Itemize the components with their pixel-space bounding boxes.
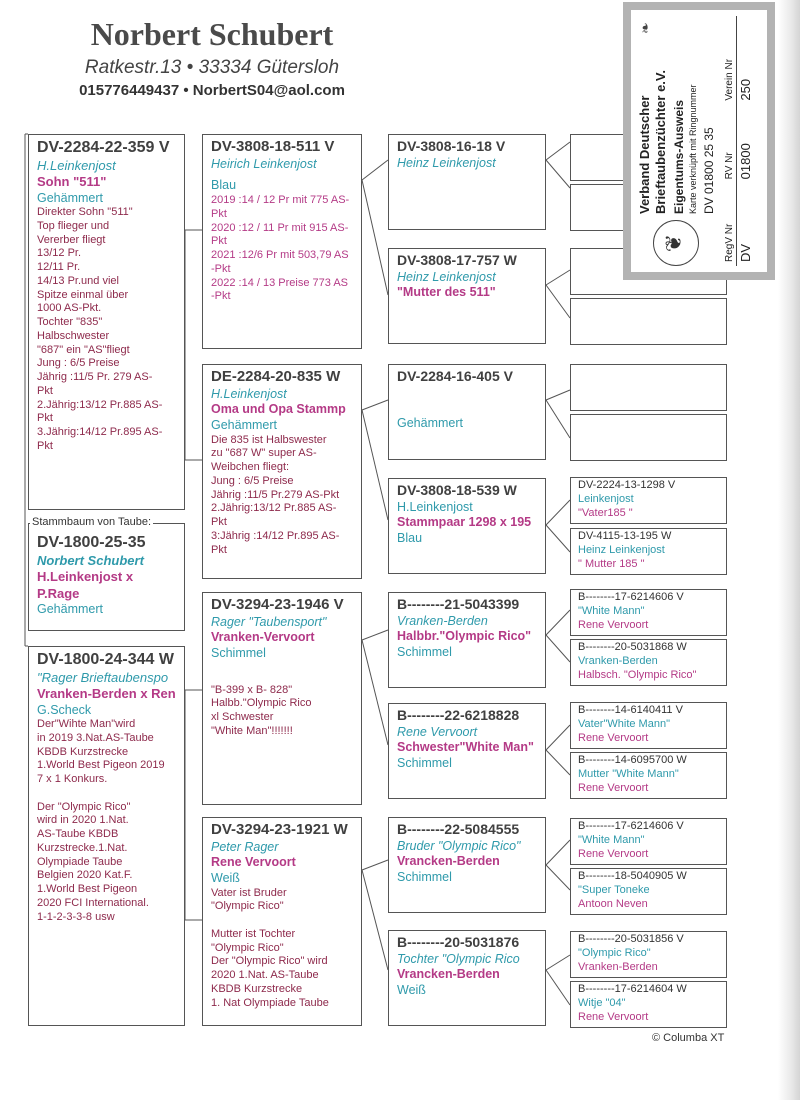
gen4-line3: Rene Vervoort xyxy=(578,618,649,631)
gen4-box-9 xyxy=(570,589,727,636)
gen4-line2: Mutter "White Mann" xyxy=(578,767,679,780)
gen4-box-11 xyxy=(570,702,727,749)
gen4-line3: Antoon Neven xyxy=(578,897,648,910)
gen4-ring: B--------17-6214606 V xyxy=(578,591,684,603)
gen4-ring: B--------17-6214604 W xyxy=(578,983,687,995)
gen4-line2: Heinz Leinkenjost xyxy=(578,543,665,556)
gen4-line3: Rene Vervoort xyxy=(578,731,649,744)
card-value-verein: 250 xyxy=(737,16,755,105)
gen2-notes: Vater ist Bruder "Olympic Rico" Mutter ist Tochter "Olympic Rico" Der "Olympic Rico" wird 2020 1.Nat. AS-Taube KBDB Kurzstrecke 1. Nat Olympiade Taube xyxy=(211,886,329,1009)
gen4-ring: B--------20-5031856 V xyxy=(578,933,684,945)
subject-color: Gehämmert xyxy=(37,601,103,616)
software-credit: © Columba XT xyxy=(652,1032,725,1044)
gen4-box-14 xyxy=(570,868,727,915)
gen2-name: Oma und Opa Stammp xyxy=(211,402,346,417)
gen3-owner: Heinz Leinkenjost xyxy=(397,269,496,284)
gen4-ring: DV-4115-13-195 W xyxy=(578,530,672,542)
gen3-color: Schimmel xyxy=(397,755,452,770)
gen3-name: Stammpaar 1298 x 195 xyxy=(397,515,532,530)
card-header-verein: Verein Nr xyxy=(724,58,735,101)
gen2-color: Weiß xyxy=(211,871,240,885)
gen3-owner: Tochter "Olympic Rico xyxy=(397,951,520,966)
gen2-owner: Peter Rager xyxy=(211,839,279,854)
subject-ring: DV-1800-25-35 xyxy=(37,534,146,551)
mother-name: Vranken-Berden x Ren xyxy=(37,686,176,702)
father-color: Gehämmert xyxy=(37,190,103,205)
gen3-ring: B--------20-5031876 xyxy=(397,934,520,950)
pedigree-label: Stammbaum von Taube: xyxy=(32,516,152,528)
father-owner: H.Leinkenjost xyxy=(37,158,116,173)
gen2-box-1 xyxy=(202,134,362,349)
mother-owner: "Rager Brieftaubenspo xyxy=(37,670,169,685)
gen3-owner: H.Leinkenjost xyxy=(397,499,473,514)
gen2-owner: Rager "Taubensport" xyxy=(211,614,327,629)
gen2-ring: DE-2284-20-835 W xyxy=(211,368,341,385)
gen4-box-15 xyxy=(570,931,727,978)
gen4-ring: B--------18-5040905 W xyxy=(578,870,687,882)
card-association-line2: Brieftaubenzüchter e.V. xyxy=(653,69,668,214)
card-association-line1: Verband Deutscher xyxy=(637,95,652,214)
gen4-ring: B--------17-6214606 V xyxy=(578,820,684,832)
gen4-line2: Vranken-Berden xyxy=(578,654,658,667)
gen3-name: Vrancken-Berden xyxy=(397,854,500,869)
gen3-box-4 xyxy=(388,478,546,574)
gen3-ring: DV-3808-16-18 V xyxy=(397,138,506,154)
gen3-box-8 xyxy=(388,930,546,1026)
gen4-ring: B--------14-6140411 V xyxy=(578,704,683,716)
gen2-color: Gehämmert xyxy=(211,418,277,432)
gen2-box-3 xyxy=(202,592,362,805)
gen3-ring: B--------22-6218828 xyxy=(397,707,520,723)
subject-box xyxy=(28,523,185,631)
gen2-color: Schimmel xyxy=(211,646,266,660)
gen4-ring: B--------14-6095700 W xyxy=(578,754,687,766)
gen2-ring: DV-3294-23-1946 V xyxy=(211,596,344,613)
father-ring: DV-2284-22-359 V xyxy=(37,139,170,156)
card-ring-number: DV 01800 25 35 xyxy=(702,127,716,214)
gen4-line3: Rene Vervoort xyxy=(578,847,649,860)
gen4-line2: "White Mann" xyxy=(578,833,645,846)
subject-owner: Norbert Schubert xyxy=(37,553,144,568)
gen3-color: Blau xyxy=(397,530,423,545)
gen2-ring: DV-3294-23-1921 W xyxy=(211,821,348,838)
gen2-name: Vranken-Vervoort xyxy=(211,630,315,645)
card-subtitle: Karte verknüpft mit Ringnummer xyxy=(688,84,698,214)
gen2-color: Blau xyxy=(211,178,237,193)
gen3-ring: B--------21-5043399 xyxy=(397,596,520,612)
gen3-box-1 xyxy=(388,134,546,230)
mother-notes: Der"Wihte Man"wird in 2019 3.Nat.AS-Taube KBDB Kurzstrecke 1.World Best Pigeon 2019 7 x 1 Konkurs. Der "Olympic Rico" wird in 2020 1.Nat. AS-Taube KBDB Kurzstrecke.1.Nat. Olympiade Taube Belgien 2020 Kat.F. 1.World Best Pigeon 2020 FCI International. 1-1-2-3-3-8 usw xyxy=(37,718,165,923)
gen3-name: "Mutter des 511" xyxy=(397,285,496,300)
card-table xyxy=(723,16,754,266)
card-value-rv: 01800 xyxy=(737,105,755,184)
gen2-name: Rene Vervoort xyxy=(211,855,296,870)
gen2-owner: H.Leinkenjost xyxy=(211,386,287,401)
breeder-address: Ratkestr.13 • 33334 Gütersloh xyxy=(84,57,340,78)
father-notes: Direkter Sohn "511" Top flieger und Vererber fliegt 13/12 Pr. 12/11 Pr. 14/13 Pr.und viel Spitze einmal über 1000 AS-Pkt. Tochter "835" Halbschwester "687" ein "AS"fliegt Jung : 6/5 Preise Jährig :11/5 Pr. 279 AS- Pkt 2.Jährig:13/12 Pr.885 AS- Pkt 3.Jährig:14/12 Pr.895 AS- Pkt xyxy=(37,206,163,452)
card-title: Eigentums-Ausweis xyxy=(672,99,686,214)
gen4-box-5 xyxy=(570,364,727,411)
gen2-notes: "B-399 x B- 828" Halbb."Olympic Rico xl Schwester "White Man"!!!!!!! xyxy=(211,683,312,737)
gen3-ring: DV-3808-17-757 W xyxy=(397,252,517,268)
gen4-line2: Leinkenjost xyxy=(578,492,634,505)
subject-name: H.Leinkenjost x P.Rage xyxy=(37,569,134,601)
gen4-box-6 xyxy=(570,414,727,461)
gen3-color: Gehämmert xyxy=(397,415,463,430)
breeder-contact: 015776449437 • NorbertS04@aol.com xyxy=(79,82,345,99)
gen3-box-3 xyxy=(388,364,546,460)
gen3-color: Weiß xyxy=(397,982,426,997)
gen2-notes: 2019 :14 / 12 Pr mit 775 AS- Pkt 2020 :12 / 11 Pr mit 915 AS- Pkt 2021 :12/6 Pr mit 503,79 AS -Pkt 2022 :14 / 13 Preise 773 AS -Pkt xyxy=(211,194,350,303)
gen4-box-8 xyxy=(570,528,727,575)
gen4-box-16 xyxy=(570,981,727,1028)
gen4-box-7 xyxy=(570,477,727,524)
gen2-owner: Heirich Leinkenjost xyxy=(211,156,317,171)
gen3-box-5 xyxy=(388,592,546,688)
gen3-color: Schimmel xyxy=(397,869,452,884)
gen3-box-7 xyxy=(388,817,546,913)
gen3-ring: B--------22-5084555 xyxy=(397,821,520,837)
gen3-name: Halbbr."Olympic Rico" xyxy=(397,629,532,644)
father-name: Sohn "511" xyxy=(37,174,107,190)
gen4-ring: B--------20-5031868 W xyxy=(578,641,687,653)
pigeon-icon: ❧ xyxy=(637,22,653,34)
gen4-line3: Rene Vervoort xyxy=(578,1010,649,1023)
mother-color: G.Scheck xyxy=(37,702,92,717)
gen4-box-10 xyxy=(570,639,727,686)
gen2-ring: DV-3808-18-511 V xyxy=(211,138,335,155)
mother-ring: DV-1800-24-344 W xyxy=(37,651,174,668)
gen3-owner: Bruder "Olympic Rico" xyxy=(397,838,521,853)
gen3-name: Vrancken-Berden xyxy=(397,967,500,982)
gen3-owner: Vranken-Berden xyxy=(397,613,488,628)
card-value-regv: DV xyxy=(737,183,755,266)
gen4-ring: DV-2224-13-1298 V xyxy=(578,479,676,491)
mother-box xyxy=(28,646,185,1026)
gen4-line3: Halbsch. "Olympic Rico" xyxy=(578,668,697,681)
gen3-owner: Rene Vervoort xyxy=(397,724,478,739)
gen3-box-2 xyxy=(388,248,546,344)
gen4-line3: Vranken-Berden xyxy=(578,960,658,973)
ownership-card xyxy=(623,2,775,280)
gen4-line3: " Mutter 185 " xyxy=(578,557,645,570)
gen3-ring: DV-3808-18-539 W xyxy=(397,482,517,498)
breeder-name: Norbert Schubert xyxy=(90,16,334,52)
gen3-color: Schimmel xyxy=(397,644,452,659)
gen4-line2: Vater"White Mann" xyxy=(578,717,670,730)
gen4-line3: "Vater185 " xyxy=(578,506,633,519)
association-logo-icon xyxy=(653,220,699,266)
card-header-regv: RegV Nr xyxy=(724,223,735,262)
gen4-line2: "White Mann" xyxy=(578,604,645,617)
gen4-line2: "Super Toneke xyxy=(578,883,650,896)
gen3-box-6 xyxy=(388,703,546,799)
gen4-box-4 xyxy=(570,298,727,345)
gen3-ring: DV-2284-16-405 V xyxy=(397,368,513,384)
gen2-notes: Die 835 ist Halbswester zu "687 W" super AS- Weibchen fliegt: Jung : 6/5 Preise Jährig :11/5 Pr.279 AS-Pkt 2.Jährig:13/12 Pr.885 AS- Pkt 3:Jährig :14/12 Pr.895 AS- Pkt xyxy=(211,433,340,556)
gen4-line2: Witje "04" xyxy=(578,996,626,1009)
gen4-line2: "Olympic Rico" xyxy=(578,946,651,959)
father-box xyxy=(28,134,185,510)
card-header-rv: RV Nr xyxy=(724,152,735,180)
gen4-box-12 xyxy=(570,752,727,799)
gen3-owner: Heinz Leinkenjost xyxy=(397,155,496,170)
gen4-line3: Rene Vervoort xyxy=(578,781,649,794)
gen2-box-2 xyxy=(202,364,362,579)
gen2-box-4 xyxy=(202,817,362,1026)
gen4-box-13 xyxy=(570,818,727,865)
gen3-name: Schwester"White Man" xyxy=(397,740,534,755)
